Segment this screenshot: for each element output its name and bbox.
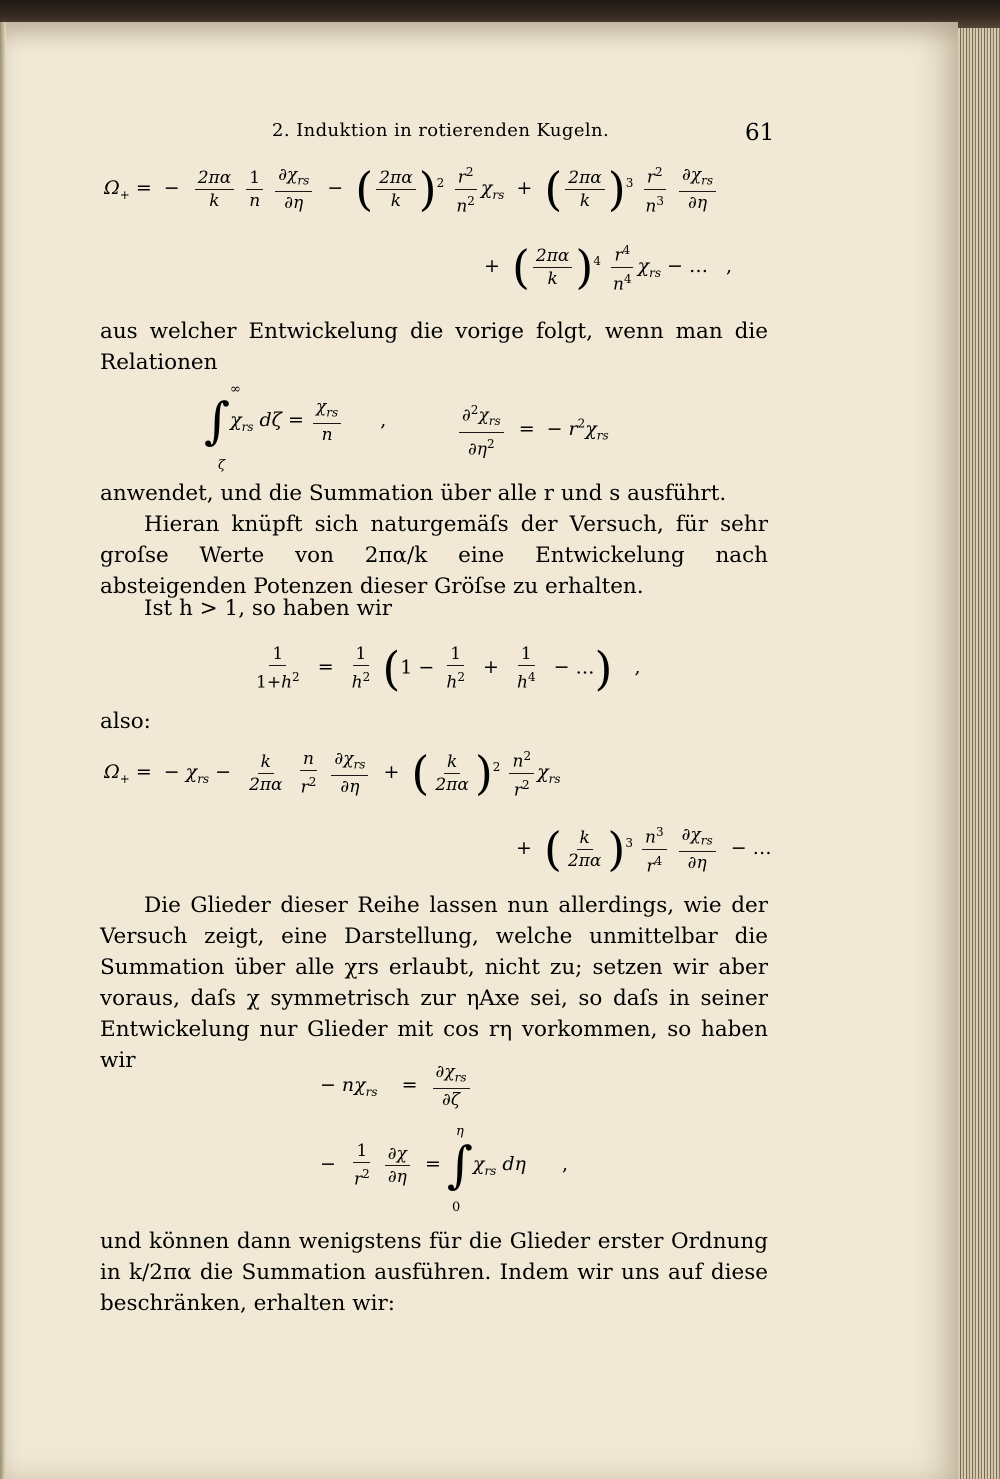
equation-2-line-1: $\Omega_+$ = − $\chi_{rs}$ − $\frac{k}{2\pi\alpha}$ $\frac{n}{r^2}$ $\frac{\partial\chi_{rs}}{\partial\eta}$ + ( $\frac{k}{2\pi\alpha}$ )$^2$ $\frac{n^2}{r^2}$ $\chi_{rs}$ <box>104 746 561 801</box>
equation-1-line-1: $\Omega_+$ = − $\frac{2\pi\alpha}{k}$ $\frac{1}{n}$ $\frac{\partial\chi_{rs}}{\partial\eta}$ − ( $\frac{2\pi\alpha}{k}$ )$^2$ $\frac{r^2}{n^2}$ $\chi_{rs}$ + ( $\frac{2\pi\alpha}{k}$ )$^3$ $\frac{r^2}{n^3}$ $\frac{\partial\chi_{rs}}{\partial\eta}$ <box>104 162 719 216</box>
relation-second-derivative: $\frac{\partial^2\chi_{rs}}{\partial\eta^2}$ = − $r^2\chi_{rs}$ <box>456 400 609 460</box>
page-left-edge <box>0 22 6 1479</box>
equation-2-line-2: + ( $\frac{k}{2\pi\alpha}$ )$^3$ $\frac{n^3}{r^4}$ $\frac{\partial\chi_{rs}}{\partial\eta}$ − … <box>516 822 772 877</box>
integral-lower-zero: 0 <box>452 1200 461 1215</box>
paragraph-summation: anwendet, und die Summation über alle r und s ausführt. <box>100 481 727 506</box>
paragraph-relations-intro: aus welcher Entwickelung die vorige folgt, wenn man die Relationen <box>100 319 768 375</box>
paragraph-ist-h: Ist h > 1, so haben wir <box>144 596 393 621</box>
label-also: also: <box>100 709 151 734</box>
paragraph-koennen: und können dann wenigstens für die Glieder erster Ordnung in k/2πα die Summation ausführen. Indem wir uns auf diese beschränken, erhalten wir: <box>100 1229 768 1316</box>
paragraph-glieder: Die Glieder dieser Reihe lassen nun allerdings, wie der Versuch zeigt, eine Darstellung, welche unmittelbar die Summation über alle χrs erlaubt, nicht zu; setzen wir aber voraus, daſs χ symmetrisch zur ηAxe sei, so daſs in seiner Entwickelung nur Glieder mit cos rη vorkommen, so haben wir <box>100 893 768 1073</box>
integral-lower-limit: ζ <box>218 458 226 473</box>
integral-upper-limit: ∞ <box>230 382 241 397</box>
page-edges <box>958 28 1000 1479</box>
equation-3-line-2: − $\frac{1}{r^2}$ $\frac{\partial\chi}{\partial\eta}$ = $\int\chi_{rs}$ dη , <box>320 1136 569 1194</box>
paragraph-hieran: Hieran knüpft sich naturgemäſs der Versuch, für sehr groſse Werte von 2πα/k eine Entwickelung nach absteigenden Potenzen dieser Gröſse zu erhalten. <box>100 512 768 599</box>
relation-integral: $\int\chi_{rs}$ dζ = $\frac{\chi_{rs}}{n}$ , <box>204 392 387 450</box>
integral-upper-eta: η <box>456 1124 464 1139</box>
equation-3-line-1: − $n\chi_{rs}$ = $\frac{\partial\chi_{rs}}{\partial\zeta}$ <box>314 1062 473 1110</box>
running-title: 2. Induktion in rotierenden Kugeln. <box>272 120 610 141</box>
equation-1-line-2: + ( $\frac{2\pi\alpha}{k}$ )$^4$ $\frac{r^4}{n^4}$ $\chi_{rs}$ − … , <box>484 240 733 295</box>
equation-series: $\frac{1}{1+h^2}$ = $\frac{1}{h^2}$ (1 − $\frac{1}{h^2}$ + $\frac{1}{h^4}$ − …) , <box>256 641 641 696</box>
page-number: 61 <box>745 120 775 146</box>
